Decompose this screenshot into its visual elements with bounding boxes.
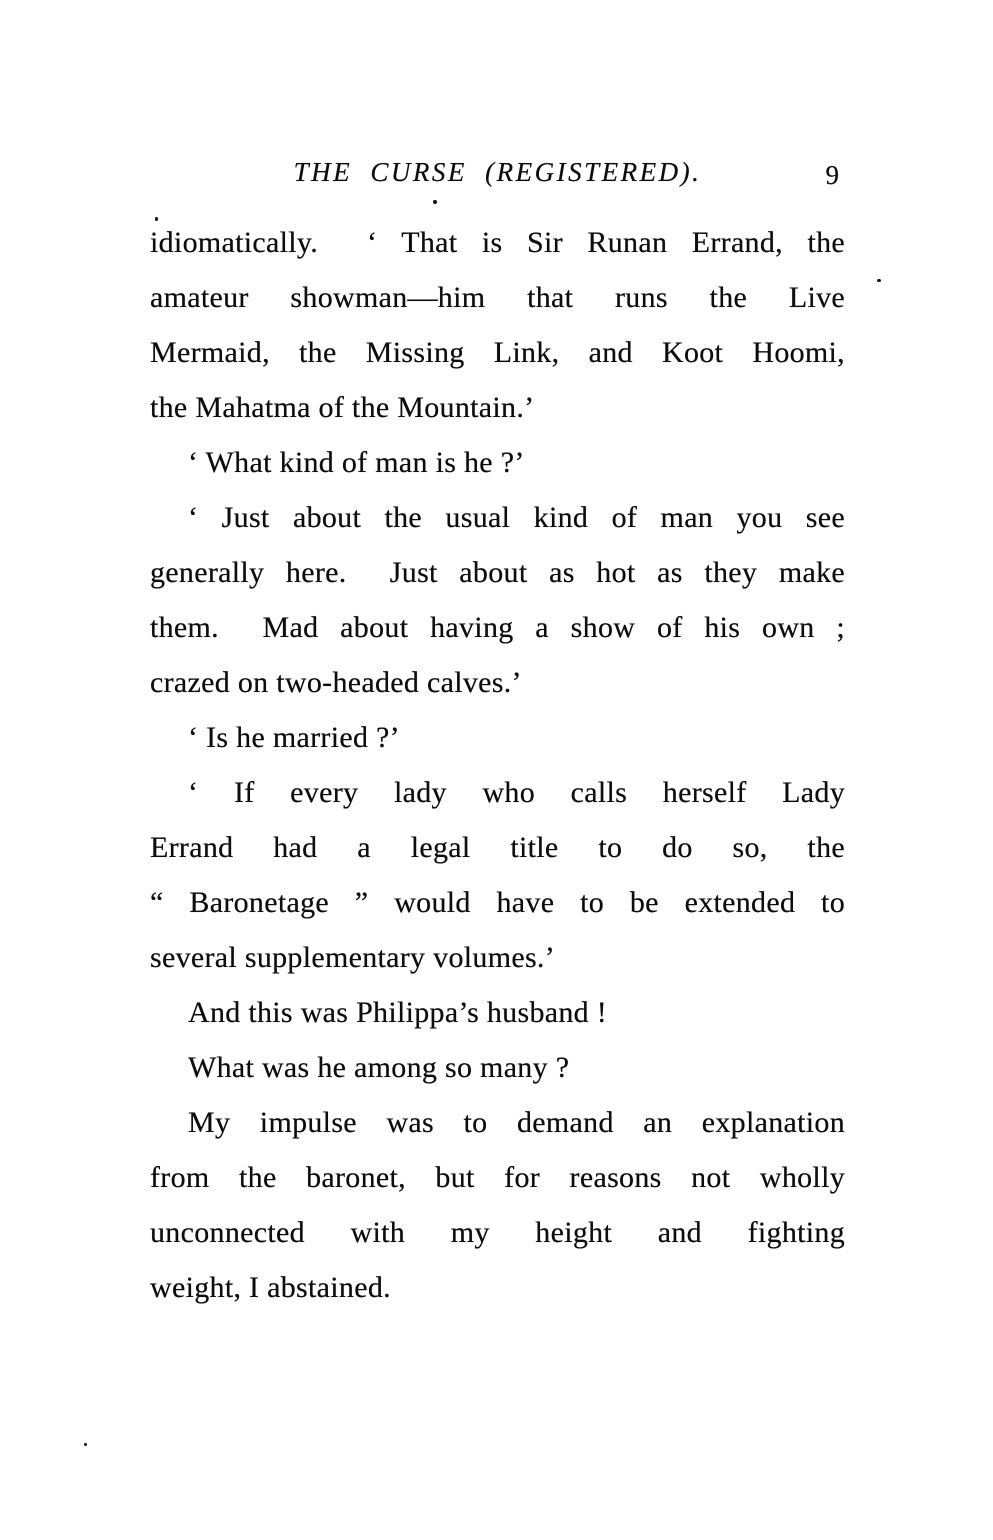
running-header <box>150 152 845 194</box>
page-number: 9 <box>825 160 839 190</box>
text-line: amateur showman—him that runs the Live <box>150 281 845 314</box>
text-line: several supplementary volumes.’ <box>150 941 556 974</box>
text-line: Mermaid, the Missing Link, and Koot Hoomi, <box>150 336 845 369</box>
text-line: ‘ Is he married ?’ <box>188 721 400 754</box>
text-line: My impulse was to demand an explanation <box>188 1106 845 1139</box>
text-line: unconnected with my height and fighting <box>150 1216 845 1249</box>
text-line: “ Baronetage ” would have to be extended to <box>150 886 845 919</box>
scan-speck <box>433 200 437 204</box>
text-line: crazed on two-headed calves.’ <box>150 666 522 699</box>
text-line: generally here. Just about as hot as they make <box>150 556 845 589</box>
text-line: from the baronet, but for reasons not wholly <box>150 1161 845 1194</box>
page-title: THE CURSE (REGISTERED). <box>293 157 702 187</box>
text-line: And this was Philippa’s husband ! <box>188 996 608 1029</box>
text-line: What was he among so many ? <box>188 1051 570 1084</box>
scan-speck <box>877 279 881 282</box>
scan-speck <box>84 1443 87 1446</box>
text-line: the Mahatma of the Mountain.’ <box>150 391 535 424</box>
scan-speck <box>155 217 158 221</box>
text-line: Errand had a legal title to do so, the <box>150 831 845 864</box>
text-line: ‘ Just about the usual kind of man you see <box>188 501 845 534</box>
text-line: ‘ If every lady who calls herself Lady <box>188 776 845 809</box>
text-line: idiomatically. ‘ That is Sir Runan Errand, the <box>150 226 845 259</box>
text-line: them. Mad about having a show of his own ; <box>150 611 845 644</box>
text-line: weight, I abstained. <box>150 1271 391 1304</box>
body-text <box>150 215 845 1315</box>
text-line: ‘ What kind of man is he ?’ <box>188 446 525 479</box>
